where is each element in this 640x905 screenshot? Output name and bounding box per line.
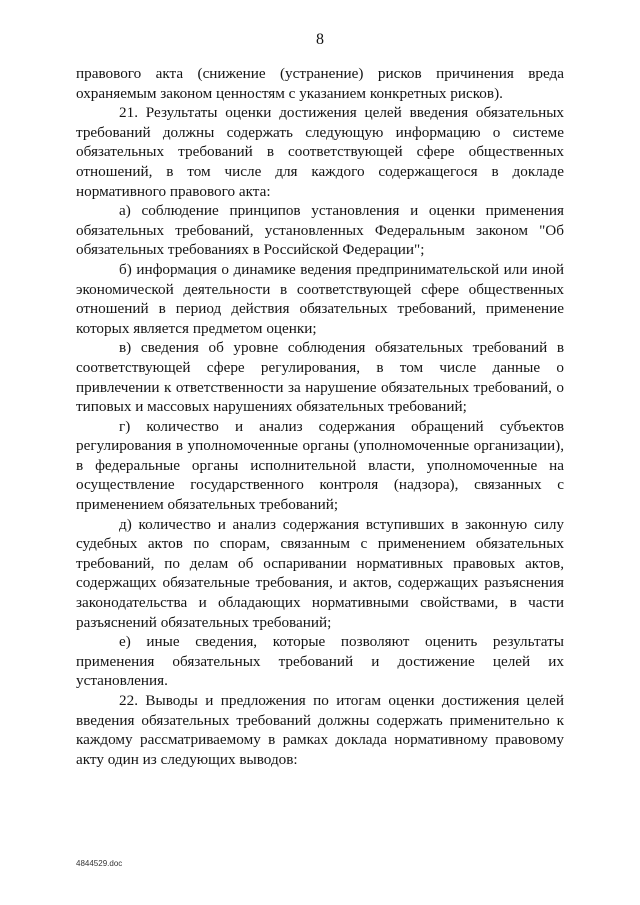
paragraph-item-21: 21. Результаты оценки достижения целей введения обязательных требований должны содержать следующую информацию о системе обязательных требований в соответствующей сфере общественных отношений, в том числе для каждого содержащегося в докладе нормативного правового акта: <box>76 104 564 200</box>
page-number: 8 <box>316 31 324 48</box>
paragraph-subitem-v: в) сведения об уровне соблюдения обязательных требований в соответствующей сфере регулирования, в том числе данные о привлечении к ответственности за нарушение обязательных требований, о типовых и массовых нарушениях обязательных требований; <box>76 339 564 416</box>
paragraph-subitem-b: б) информация о динамике ведения предпринимательской или иной экономической деятельности в соответствующей сфере общественных отношений в период действия обязательных требований, применение которых является предметом оценки; <box>76 260 564 337</box>
paragraph-subitem-d: д) количество и анализ содержания вступивших в законную силу судебных актов по спорам, связанным с применением обязательных требований, по делам об оспаривании нормативных правовых актов, содержащих обязательные требования, и актов, содержащих разъяснения законодательства и обладающих нормативными свойствами, в части разъяснений обязательных требований; <box>76 515 564 631</box>
document-body <box>76 64 564 769</box>
document-filename: 4844529.doc <box>76 859 123 868</box>
paragraph-item-22: 22. Выводы и предложения по итогам оценки достижения целей введения обязательных требований должны содержать применительно к каждому рассматриваемому в рамках доклада нормативному правовому акту один из следующих выводов: <box>76 692 564 768</box>
paragraph-subitem-e: е) иные сведения, которые позволяют оценить результаты применения обязательных требований и достижение целей их установления. <box>76 633 564 690</box>
paragraph-continuation: правового акта (снижение (устранение) рисков причинения вреда охраняемым законом ценностям с указанием конкретных рисков). <box>76 65 564 102</box>
paragraph-subitem-g: г) количество и анализ содержания обращений субъектов регулирования в уполномоченные органы (уполномоченные организации), в федеральные органы исполнительной власти, уполномоченные на осуществление государственного контроля (надзора), связанных с применением обязательных требований; <box>76 417 564 514</box>
paragraph-subitem-a: а) соблюдение принципов установления и оценки применения обязательных требований, установленных Федеральным законом "Об обязательных требованиях в Российской Федерации"; <box>76 202 564 259</box>
